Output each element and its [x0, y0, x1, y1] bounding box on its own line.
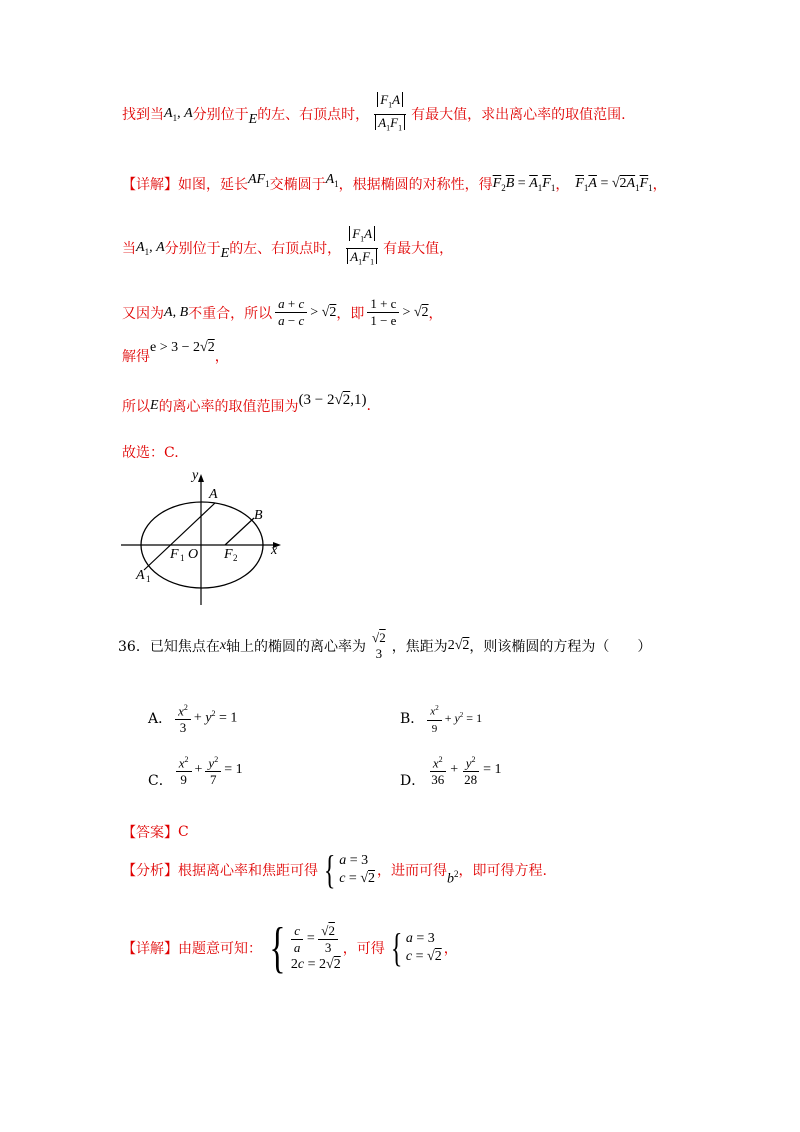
- detail-line-5: [122, 391, 371, 416]
- detail-text-comma-2: ，: [214, 349, 229, 365]
- label-a: A: [209, 487, 218, 502]
- detail-final-text-1: 由题意可知：: [178, 941, 262, 957]
- hint-text-mid2: 的左、右顶点时，: [257, 107, 370, 124]
- detail-final-line: [122, 917, 458, 979]
- label-f2: F: [224, 547, 233, 562]
- math-b2: $b^2$: [447, 868, 459, 887]
- detail-text-2: 交椭圆于: [269, 177, 326, 193]
- math-a1-a-2: $A_1$, A: [136, 239, 165, 257]
- question-text-1: 轴上的椭圆的离心率为: [226, 639, 367, 655]
- math-interval: (3 − 2√2,1): [298, 391, 367, 408]
- y-axis-arrow: [198, 474, 204, 482]
- hint-line: [122, 92, 626, 136]
- math-system-3: { a = 3 c = √2: [390, 925, 442, 970]
- detail-line-1: [122, 171, 667, 194]
- detail-text-period: .: [366, 398, 371, 414]
- math-vector-eq-2: $\overline{F}_1\overline{A} = √2\overline{A}_1\overline{F}_1$: [575, 175, 653, 193]
- detail-final-text-2: ，可得: [342, 941, 385, 957]
- math-gt-sqrt2: > √2: [310, 304, 337, 320]
- label-o: O: [188, 547, 199, 562]
- math-a1: $A_1$: [325, 171, 339, 189]
- math-system-2: { $\frac{c}{a}$ = $\frac{√2}{3}$ 2c = 2√2: [269, 917, 341, 979]
- analysis-text-3: ，即可得方程.: [458, 863, 547, 879]
- question-36: [118, 630, 651, 662]
- math-system-1: { a = 3 c = √2: [323, 847, 376, 892]
- answer-line: [122, 822, 189, 842]
- hint-text-pre: 找到当: [122, 107, 164, 124]
- math-ab: A, B: [164, 304, 189, 320]
- math-e-2: E: [220, 246, 230, 262]
- label-b: B: [254, 508, 263, 523]
- option-a-fraction: $\frac{x^2}{3}$: [175, 700, 191, 736]
- detail-text-solve: 解得: [122, 349, 150, 365]
- option-c-fraction-y: $\frac{y^2}{7}$: [205, 752, 221, 788]
- option-d-fraction-x: $\frac{x^2}{36}$: [428, 752, 447, 788]
- label-a1: A: [136, 568, 145, 583]
- math-x: x: [219, 638, 227, 653]
- detail-line-4: [122, 340, 229, 366]
- option-b[interactable]: [400, 700, 482, 737]
- hint-text-post: 有最大值，求出离心率的取值范围.: [411, 107, 626, 124]
- math-fraction-ratio: $\frac{F_1A}{A_1F_1}$: [372, 92, 408, 136]
- option-a-label: A．: [148, 711, 173, 728]
- detail-text-ie: ，即: [336, 305, 365, 322]
- hint-text-mid1: 分别位于: [192, 107, 249, 124]
- math-e-range: e > 3 − 2√2: [150, 340, 215, 355]
- math-fraction-eccentricity: √2 3: [372, 630, 386, 661]
- detail-text-pre: 当: [122, 241, 136, 258]
- detail-line-2: [122, 226, 453, 270]
- detail-text-choose: 故选：C.: [122, 445, 179, 461]
- label-f2-sub: 2: [233, 553, 238, 563]
- math-e-3: E: [150, 398, 159, 413]
- label-f1: F: [170, 547, 179, 562]
- ellipse-figure: [118, 462, 298, 612]
- detail-text-5: ，: [652, 177, 667, 193]
- segment-f2-b: [225, 518, 254, 545]
- detail-text-so: 所以: [122, 399, 150, 415]
- option-c-fraction-x: $\frac{x^2}{9}$: [176, 752, 192, 788]
- math-gt-sqrt2-b: > √2: [402, 304, 429, 320]
- option-c-label: C．: [148, 773, 173, 790]
- option-d-fraction-y: $\frac{y^2}{28}$: [461, 752, 480, 788]
- label-y: y: [192, 468, 199, 483]
- math-focal: 2√2: [447, 638, 470, 653]
- detail-text-mid2: 的左、右顶点时，: [229, 241, 342, 258]
- detail-final-text-3: ，: [443, 941, 458, 957]
- math-a1-a: $A_1$, A: [164, 105, 193, 123]
- label-a1-sub: 1: [146, 574, 151, 584]
- detail-text-range: 的离心率的取值范围为: [158, 399, 299, 415]
- detail-text-because: 又因为: [122, 305, 164, 322]
- detail-text-comma: ，: [428, 305, 443, 322]
- option-b-label: B．: [400, 711, 425, 728]
- analysis-text-2: ，进而可得: [377, 863, 448, 879]
- option-d-label: D．: [400, 773, 426, 790]
- option-b-fraction: $\frac{x^2}{9}$: [427, 700, 441, 737]
- math-fraction-ratio-2: $\frac{F_1A}{A_1F_1}$: [344, 226, 380, 270]
- answer-value: C: [178, 824, 189, 840]
- detail-text-3: ，根据椭圆的对称性，得: [338, 177, 493, 193]
- analysis-text-1: 根据离心率和焦距可得: [178, 863, 318, 879]
- math-e: E: [248, 112, 258, 128]
- detail-line-3: [122, 296, 443, 329]
- detail-text-4: ，: [555, 177, 570, 193]
- detail-text-1: 如图，延长: [178, 177, 248, 193]
- analysis-tag: 【分析】: [122, 863, 178, 879]
- label-f1-sub: 1: [180, 553, 185, 563]
- option-a[interactable]: [148, 700, 237, 736]
- option-c[interactable]: C． $\frac{x^2}{9}$ + $\frac{y^2}{7}$ = 1: [148, 752, 243, 788]
- detail-text-mid1: 分别位于: [164, 241, 221, 258]
- question-text-2: ，焦距为: [391, 639, 448, 655]
- detail-text-notcoincide: 不重合，所以: [188, 305, 273, 322]
- option-a-rest: + $y^2 = 1$: [193, 709, 238, 726]
- math-fraction-1e: $\frac{1 + c}{1 - e}$: [367, 296, 399, 329]
- math-vector-eq-1: $\overline{F}_2\overline{B} = \overline{A}_1\overline{F}_1$: [492, 175, 556, 193]
- analysis-line: [122, 847, 547, 892]
- detail-line-6: [122, 442, 179, 462]
- option-b-rest: + $y^2 = 1$: [444, 710, 483, 725]
- label-x: x: [271, 543, 278, 558]
- detail-text-post: 有最大值，: [383, 241, 454, 258]
- math-af1: $AF_1$: [248, 171, 270, 189]
- detail-tag: 【详解】: [122, 177, 178, 193]
- question-number: 36．已知焦点在: [118, 639, 220, 655]
- option-d[interactable]: D． $\frac{x^2}{36}$ + $\frac{y^2}{28}$ = 1: [400, 752, 502, 788]
- question-text-3: ，则该椭圆的方程为（ ）: [469, 639, 652, 655]
- detail-final-tag: 【详解】: [122, 941, 178, 957]
- math-fraction-ac: $\frac{a + c}{a - c}$: [275, 296, 307, 329]
- answer-tag: 【答案】: [122, 825, 178, 841]
